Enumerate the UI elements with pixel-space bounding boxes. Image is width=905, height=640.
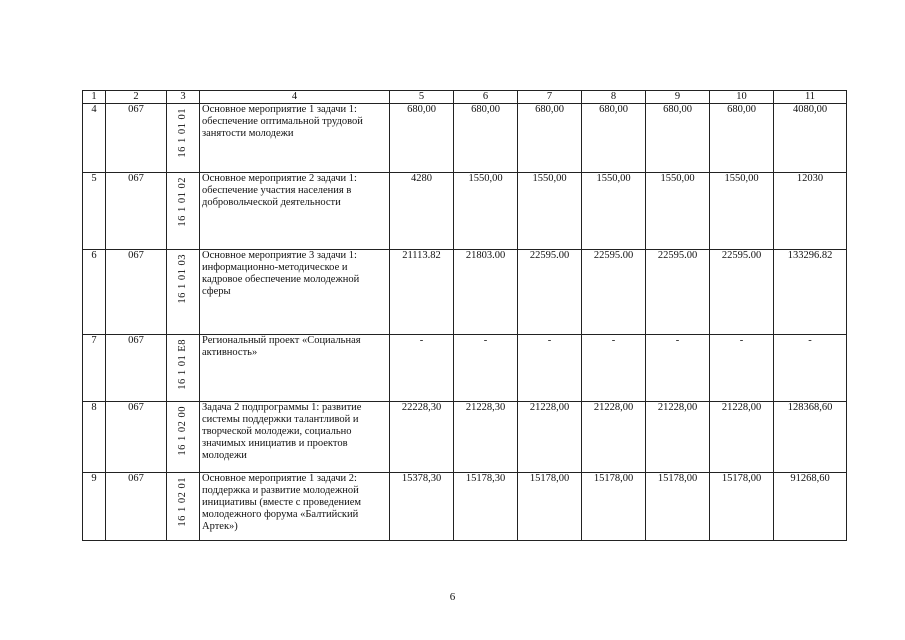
table-row bbox=[83, 402, 847, 473]
admin-code-cell: 067 bbox=[106, 402, 167, 473]
header-cell: 8 bbox=[582, 91, 646, 104]
admin-code-cell: 067 bbox=[106, 335, 167, 402]
value-cell: 21228,00 bbox=[710, 402, 774, 473]
table-row bbox=[83, 250, 847, 335]
kbk-code-text: 16 1 01 02 bbox=[177, 177, 188, 227]
budget-table bbox=[82, 90, 847, 541]
row-number-cell: 9 bbox=[83, 473, 106, 541]
header-cell: 6 bbox=[454, 91, 518, 104]
kbk-code-text: 16 1 01 01 bbox=[177, 108, 188, 158]
value-cell: 15378,30 bbox=[390, 473, 454, 541]
value-cell: 15178,00 bbox=[518, 473, 582, 541]
kbk-code-cell bbox=[167, 104, 200, 173]
total-cell: 91268,60 bbox=[774, 473, 847, 541]
header-cell: 1 bbox=[83, 91, 106, 104]
total-cell: - bbox=[774, 335, 847, 402]
admin-code-cell: 067 bbox=[106, 104, 167, 173]
kbk-code-cell bbox=[167, 402, 200, 473]
value-cell: - bbox=[390, 335, 454, 402]
page-number: 6 bbox=[449, 591, 456, 603]
admin-code-cell: 067 bbox=[106, 173, 167, 250]
value-cell: 1550,00 bbox=[518, 173, 582, 250]
value-cell: 22595.00 bbox=[646, 250, 710, 335]
value-cell: 21228,00 bbox=[518, 402, 582, 473]
kbk-code-text: 16 1 02 00 bbox=[177, 406, 188, 456]
value-cell: - bbox=[646, 335, 710, 402]
kbk-code-cell bbox=[167, 335, 200, 402]
row-number-cell: 6 bbox=[83, 250, 106, 335]
value-cell: 15178,30 bbox=[454, 473, 518, 541]
total-cell: 4080,00 bbox=[774, 104, 847, 173]
value-cell: 1550,00 bbox=[582, 173, 646, 250]
value-cell: - bbox=[710, 335, 774, 402]
kbk-code-cell bbox=[167, 173, 200, 250]
value-cell: 680,00 bbox=[646, 104, 710, 173]
value-cell: 21228,00 bbox=[646, 402, 710, 473]
value-cell: 1550,00 bbox=[646, 173, 710, 250]
kbk-code-cell bbox=[167, 250, 200, 335]
total-cell: 133296.82 bbox=[774, 250, 847, 335]
activity-description-cell: Региональный проект «Социальная активность» bbox=[200, 335, 390, 402]
total-cell: 128368,60 bbox=[774, 402, 847, 473]
row-number-cell: 8 bbox=[83, 402, 106, 473]
table-row bbox=[83, 473, 847, 541]
value-cell: 1550,00 bbox=[454, 173, 518, 250]
value-cell: - bbox=[518, 335, 582, 402]
kbk-code-text: 16 1 01 E8 bbox=[177, 339, 188, 390]
kbk-code-text: 16 1 02 01 bbox=[177, 477, 188, 527]
total-cell: 12030 bbox=[774, 173, 847, 250]
value-cell: 680,00 bbox=[454, 104, 518, 173]
value-cell: 680,00 bbox=[582, 104, 646, 173]
row-number-cell: 7 bbox=[83, 335, 106, 402]
header-cell: 5 bbox=[390, 91, 454, 104]
table-row bbox=[83, 335, 847, 402]
row-number-cell: 5 bbox=[83, 173, 106, 250]
value-cell: 22595.00 bbox=[518, 250, 582, 335]
header-cell: 2 bbox=[106, 91, 167, 104]
table-row bbox=[83, 104, 847, 173]
value-cell: 22595.00 bbox=[582, 250, 646, 335]
table-row bbox=[83, 173, 847, 250]
value-cell: 4280 bbox=[390, 173, 454, 250]
activity-description-cell: Основное мероприятие 3 задачи 1: информационно-методическое и кадровое обеспечение молодежной сферы bbox=[200, 250, 390, 335]
value-cell: 22595.00 bbox=[710, 250, 774, 335]
value-cell: 680,00 bbox=[518, 104, 582, 173]
value-cell: - bbox=[454, 335, 518, 402]
value-cell: 680,00 bbox=[710, 104, 774, 173]
kbk-code-cell bbox=[167, 473, 200, 541]
header-cell: 3 bbox=[167, 91, 200, 104]
value-cell: 22228,30 bbox=[390, 402, 454, 473]
admin-code-cell: 067 bbox=[106, 473, 167, 541]
admin-code-cell: 067 bbox=[106, 250, 167, 335]
activity-description-cell: Основное мероприятие 1 задачи 2: поддержка и развитие молодежной инициативы (вместе с проведением молодежного форума «Балтийский Артек») bbox=[200, 473, 390, 541]
header-cell: 11 bbox=[774, 91, 847, 104]
value-cell: 680,00 bbox=[390, 104, 454, 173]
header-cell: 10 bbox=[710, 91, 774, 104]
header-cell: 9 bbox=[646, 91, 710, 104]
header-row bbox=[83, 91, 847, 104]
kbk-code-text: 16 1 01 03 bbox=[177, 254, 188, 304]
row-number-cell: 4 bbox=[83, 104, 106, 173]
activity-description-cell: Основное мероприятие 1 задачи 1: обеспечение оптимальной трудовой занятости молодежи bbox=[200, 104, 390, 173]
value-cell: - bbox=[582, 335, 646, 402]
header-cell: 7 bbox=[518, 91, 582, 104]
activity-description-cell: Задача 2 подпрограммы 1: развитие системы поддержки талантливой и творческой молодежи, социально значимых инициатив и проектов молодежи bbox=[200, 402, 390, 473]
value-cell: 21803.00 bbox=[454, 250, 518, 335]
value-cell: 21228,30 bbox=[454, 402, 518, 473]
value-cell: 1550,00 bbox=[710, 173, 774, 250]
value-cell: 15178,00 bbox=[710, 473, 774, 541]
activity-description-cell: Основное мероприятие 2 задачи 1: обеспечение участия населения в добровольческой деятельности bbox=[200, 173, 390, 250]
value-cell: 15178,00 bbox=[646, 473, 710, 541]
header-cell: 4 bbox=[200, 91, 390, 104]
value-cell: 15178,00 bbox=[582, 473, 646, 541]
value-cell: 21113.82 bbox=[390, 250, 454, 335]
value-cell: 21228,00 bbox=[582, 402, 646, 473]
